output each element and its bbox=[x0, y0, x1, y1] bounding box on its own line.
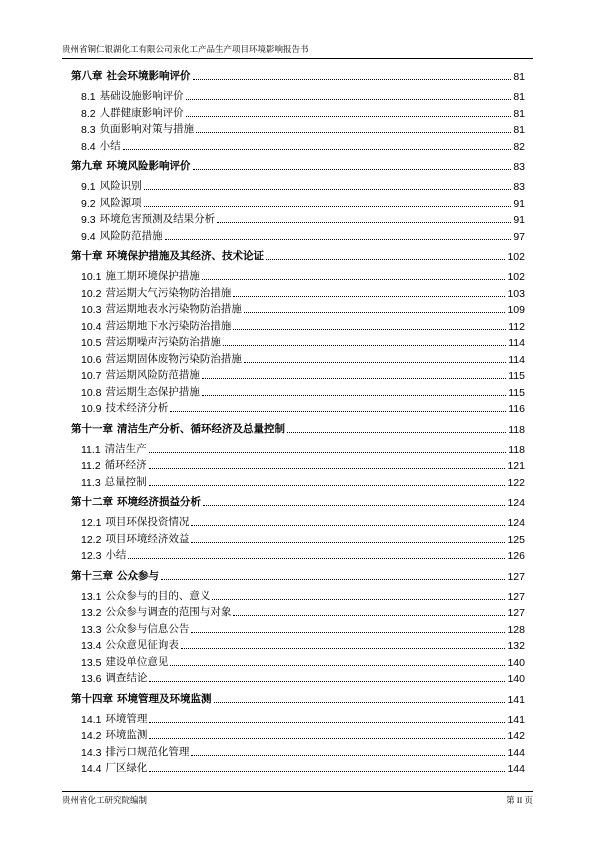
toc-dot-leader bbox=[170, 665, 505, 666]
toc-entry-title: 循环经济 bbox=[104, 460, 147, 471]
toc-section-entry[interactable] bbox=[71, 382, 525, 399]
toc-entry-title: 环境监测 bbox=[105, 730, 148, 741]
toc-entry-title: 公众参与的目的、意义 bbox=[105, 590, 211, 602]
toc-entry-number: 9.3 bbox=[81, 214, 96, 226]
toc-entry-number: 第十三章 bbox=[71, 570, 113, 582]
toc-entry-page: 91 bbox=[513, 197, 525, 210]
toc-dot-leader bbox=[193, 169, 512, 170]
toc-entry-page: 83 bbox=[513, 161, 525, 173]
toc-entry-page: 116 bbox=[508, 403, 525, 415]
footer-page-number: 第 II 页 bbox=[506, 795, 533, 805]
toc-entry-title: 环境经济损益分析 bbox=[117, 497, 201, 508]
toc-entry-number: 14.1 bbox=[81, 713, 102, 726]
toc-entry-page: 83 bbox=[513, 181, 525, 193]
toc-chapter-entry[interactable] bbox=[71, 419, 525, 436]
toc-entry-title: 基础设施影响评价 bbox=[99, 91, 184, 102]
toc-entry-title: 公众参与调查的范围与对象 bbox=[105, 607, 232, 618]
toc-dot-leader bbox=[186, 99, 512, 100]
toc-entry-number: 9.1 bbox=[81, 181, 96, 193]
toc-entry-number: 13.3 bbox=[81, 623, 102, 636]
toc-entry-title: 公众参与 bbox=[117, 570, 159, 582]
toc-entry-page: 127 bbox=[507, 607, 525, 619]
toc-entry-number: 10.8 bbox=[81, 386, 102, 399]
toc-dot-leader bbox=[266, 259, 505, 260]
toc-section-entry[interactable] bbox=[71, 193, 525, 210]
toc-section-entry[interactable] bbox=[71, 603, 525, 620]
toc-entry-page: 115 bbox=[508, 370, 525, 382]
toc-dot-leader bbox=[186, 116, 512, 117]
toc-dot-leader bbox=[128, 558, 505, 559]
toc-entry-title: 环境管理及环境监测 bbox=[117, 693, 212, 705]
toc-entry-number: 8.1 bbox=[81, 91, 96, 103]
toc-entry-number: 第十章 bbox=[71, 251, 103, 262]
toc-entry-title: 厂区绿化 bbox=[105, 763, 148, 774]
toc-entry-number: 10.6 bbox=[81, 353, 102, 366]
toc-section-entry[interactable] bbox=[71, 399, 525, 416]
toc-dot-leader bbox=[202, 395, 506, 396]
toc-entry-title: 人群健康影响评价 bbox=[99, 107, 184, 119]
toc-entry-page: 142 bbox=[507, 730, 525, 742]
toc-dot-leader bbox=[214, 702, 506, 703]
toc-entry-number: 14.2 bbox=[81, 730, 102, 742]
toc-entry-number: 14.4 bbox=[81, 763, 102, 775]
toc-entry-page: 81 bbox=[513, 107, 525, 120]
toc-entry-title: 营运期固体废物污染防治措施 bbox=[105, 353, 242, 365]
toc-entry-number: 11.1 bbox=[81, 443, 101, 456]
toc-dot-leader bbox=[244, 312, 506, 313]
toc-entry-number: 10.7 bbox=[81, 370, 102, 382]
toc-section-entry[interactable] bbox=[71, 669, 525, 686]
toc-entry-page: 112 bbox=[508, 320, 525, 333]
toc-section-entry[interactable] bbox=[71, 456, 525, 473]
toc-dot-leader bbox=[212, 599, 505, 600]
toc-section-entry[interactable] bbox=[71, 349, 525, 366]
page-header bbox=[62, 42, 533, 59]
toc-entry-number: 8.4 bbox=[81, 140, 96, 153]
toc-section-entry[interactable] bbox=[71, 652, 525, 669]
toc-dot-leader bbox=[149, 722, 505, 723]
toc-dot-leader bbox=[233, 329, 506, 330]
toc-entry-number: 第十一章 bbox=[71, 423, 113, 435]
toc-entry-title: 负面影响对策与措施 bbox=[99, 124, 195, 135]
toc-dot-leader bbox=[202, 378, 506, 379]
toc-section-entry[interactable] bbox=[71, 136, 525, 153]
toc-entry-number: 10.1 bbox=[81, 271, 102, 283]
toc-entry-title: 营运期生态保护措施 bbox=[105, 386, 200, 398]
toc-dot-leader bbox=[191, 755, 505, 756]
toc-entry-page: 109 bbox=[507, 304, 525, 316]
toc-entry-number: 13.6 bbox=[81, 673, 102, 685]
toc-dot-leader bbox=[196, 132, 511, 133]
toc-entry-page: 82 bbox=[513, 140, 525, 153]
toc-entry-page: 144 bbox=[507, 746, 525, 759]
toc-entry-title: 营运期噪声污染防治措施 bbox=[105, 337, 221, 348]
toc-chapter-entry[interactable] bbox=[71, 566, 525, 583]
toc-entry-page: 121 bbox=[507, 460, 525, 472]
toc-dot-leader bbox=[181, 648, 506, 649]
toc-entry-title: 小结 bbox=[105, 550, 127, 561]
toc-entry-title: 社会环境影响评价 bbox=[106, 71, 191, 82]
page-footer bbox=[62, 791, 533, 806]
toc-chapter-entry[interactable] bbox=[71, 492, 525, 509]
toc-dot-leader bbox=[149, 485, 506, 486]
toc-entry-title: 施工期环境保护措施 bbox=[105, 271, 200, 282]
toc-dot-leader bbox=[223, 345, 506, 346]
toc-dot-leader bbox=[233, 296, 505, 297]
toc-entry-page: 140 bbox=[507, 656, 525, 669]
toc-dot-leader bbox=[191, 632, 505, 633]
toc-entry-title: 风险防范措施 bbox=[99, 230, 163, 242]
toc-entry-number: 8.3 bbox=[81, 124, 96, 136]
toc-entry-title: 风险识别 bbox=[99, 181, 142, 192]
toc-entry-page: 124 bbox=[507, 517, 525, 529]
toc-dot-leader bbox=[123, 149, 512, 150]
toc-entry-number: 13.1 bbox=[81, 590, 102, 603]
toc-entry-number: 12.2 bbox=[81, 533, 102, 546]
toc-entry-page: 122 bbox=[507, 476, 525, 489]
toc-entry-page: 124 bbox=[507, 497, 525, 509]
toc-entry-title: 排污口规范化管理 bbox=[105, 746, 190, 758]
toc-dot-leader bbox=[149, 681, 505, 682]
toc-entry-title: 调查结论 bbox=[105, 673, 148, 684]
toc-dot-leader bbox=[193, 79, 512, 80]
toc-chapter-entry[interactable] bbox=[71, 246, 525, 263]
footer-publisher: 贵州省化工研究院编制 bbox=[62, 795, 148, 805]
toc-dot-leader bbox=[287, 432, 506, 433]
toc-entry-number: 10.3 bbox=[81, 304, 102, 316]
toc-section-entry[interactable] bbox=[71, 120, 525, 137]
toc-dot-leader bbox=[149, 771, 505, 772]
toc-section-entry[interactable] bbox=[71, 177, 525, 194]
toc-entry-page: 132 bbox=[507, 640, 525, 652]
toc-entry-number: 10.5 bbox=[81, 337, 102, 349]
toc-entry-number: 第九章 bbox=[71, 161, 103, 172]
toc-entry-title: 营运期地下水污染防治措施 bbox=[105, 320, 232, 332]
toc-chapter-entry[interactable] bbox=[71, 689, 525, 706]
toc-entry-number: 11.3 bbox=[81, 476, 101, 489]
toc-section-entry[interactable] bbox=[71, 283, 525, 300]
toc-entry-page: 128 bbox=[507, 623, 525, 636]
toc-section-entry[interactable] bbox=[71, 709, 525, 726]
toc-section-entry[interactable] bbox=[71, 333, 525, 350]
toc-entry-page: 126 bbox=[507, 550, 525, 562]
toc-dot-leader bbox=[217, 222, 511, 223]
toc-section-entry[interactable] bbox=[71, 366, 525, 383]
toc-entry-page: 144 bbox=[507, 763, 525, 775]
toc-entry-page: 115 bbox=[508, 386, 525, 399]
toc-entry-page: 118 bbox=[508, 443, 525, 456]
toc-dot-leader bbox=[170, 411, 506, 412]
toc-entry-title: 营运期风险防范措施 bbox=[105, 370, 200, 381]
toc-entry-number: 9.2 bbox=[81, 197, 96, 210]
toc-entry-title: 技术经济分析 bbox=[105, 403, 169, 414]
toc-entry-title: 营运期大气污染物防治措施 bbox=[105, 287, 232, 299]
toc-entry-number: 第十四章 bbox=[71, 693, 113, 705]
toc-entry-number: 9.4 bbox=[81, 230, 96, 243]
toc-entry-number: 10.9 bbox=[81, 403, 102, 415]
toc-section-entry[interactable] bbox=[71, 726, 525, 743]
toc-dot-leader bbox=[149, 738, 505, 739]
toc-section-entry[interactable] bbox=[71, 513, 525, 530]
toc-section-entry[interactable] bbox=[71, 316, 525, 333]
toc-dot-leader bbox=[191, 525, 505, 526]
toc-entry-number: 14.3 bbox=[81, 746, 102, 759]
toc-entry-number: 13.5 bbox=[81, 656, 102, 669]
toc-dot-leader bbox=[191, 542, 505, 543]
toc-entry-page: 91 bbox=[513, 214, 525, 226]
toc-entry-title: 环境保护措施及其经济、技术论证 bbox=[106, 251, 264, 262]
toc-entry-title: 清洁生产分析、循环经济及总量控制 bbox=[117, 423, 285, 435]
toc-entry-number: 10.4 bbox=[81, 320, 102, 333]
toc-entry-number: 第八章 bbox=[71, 71, 103, 82]
toc-entry-page: 141 bbox=[507, 693, 525, 706]
toc-entry-title: 公众意见征询表 bbox=[105, 640, 179, 651]
toc-section-entry[interactable] bbox=[71, 586, 525, 603]
toc-section-entry[interactable] bbox=[71, 742, 525, 759]
toc-dot-leader bbox=[165, 239, 512, 240]
table-of-contents bbox=[71, 66, 525, 775]
header-title: 贵州省铜仁银湖化工有限公司汞化工产品生产项目环境影响报告书 bbox=[62, 44, 309, 54]
toc-entry-number: 12.3 bbox=[81, 550, 102, 562]
toc-chapter-entry[interactable] bbox=[71, 66, 525, 83]
toc-entry-title: 小结 bbox=[99, 140, 121, 152]
toc-entry-number: 11.2 bbox=[81, 460, 101, 472]
toc-chapter-entry[interactable] bbox=[71, 156, 525, 173]
toc-section-entry[interactable] bbox=[71, 267, 525, 284]
toc-dot-leader bbox=[149, 452, 507, 453]
toc-section-entry[interactable] bbox=[71, 300, 525, 317]
toc-entry-title: 建设单位意见 bbox=[105, 656, 169, 668]
toc-entry-number: 8.2 bbox=[81, 107, 96, 120]
toc-entry-title: 营运期地表水污染物防治措施 bbox=[105, 304, 242, 315]
toc-entry-title: 清洁生产 bbox=[104, 443, 147, 455]
toc-section-entry[interactable] bbox=[71, 759, 525, 776]
toc-entry-title: 环境管理 bbox=[105, 713, 148, 725]
toc-entry-page: 114 bbox=[508, 353, 525, 366]
toc-entry-page: 81 bbox=[513, 124, 525, 136]
toc-section-entry[interactable] bbox=[71, 546, 525, 563]
toc-dot-leader bbox=[144, 206, 512, 207]
toc-entry-title: 项目环保投资情况 bbox=[105, 517, 190, 528]
toc-entry-title: 项目环境经济效益 bbox=[105, 533, 190, 545]
toc-entry-title: 环境风险影响评价 bbox=[106, 161, 191, 172]
toc-entry-page: 102 bbox=[507, 251, 525, 263]
toc-entry-number: 第十二章 bbox=[71, 497, 113, 508]
toc-entry-number: 10.2 bbox=[81, 287, 102, 300]
toc-section-entry[interactable] bbox=[71, 103, 525, 120]
toc-entry-title: 环境危害预测及结果分析 bbox=[99, 214, 216, 225]
toc-entry-page: 81 bbox=[513, 91, 525, 103]
toc-section-entry[interactable] bbox=[71, 439, 525, 456]
toc-section-entry[interactable] bbox=[71, 619, 525, 636]
toc-dot-leader bbox=[161, 579, 505, 580]
toc-section-entry[interactable] bbox=[71, 226, 525, 243]
toc-dot-leader bbox=[144, 189, 512, 190]
toc-entry-number: 13.4 bbox=[81, 640, 102, 652]
toc-entry-title: 公众参与信息公告 bbox=[105, 623, 190, 635]
toc-dot-leader bbox=[203, 505, 505, 506]
toc-section-entry[interactable] bbox=[71, 636, 525, 653]
toc-entry-page: 127 bbox=[507, 570, 525, 583]
toc-entry-number: 12.1 bbox=[81, 517, 102, 529]
toc-entry-page: 102 bbox=[507, 271, 525, 283]
toc-section-entry[interactable] bbox=[71, 87, 525, 104]
toc-entry-page: 97 bbox=[513, 230, 525, 243]
toc-dot-leader bbox=[202, 279, 506, 280]
toc-dot-leader bbox=[149, 468, 506, 469]
toc-entry-number: 13.2 bbox=[81, 607, 102, 619]
toc-entry-page: 118 bbox=[508, 423, 525, 436]
toc-dot-leader bbox=[233, 615, 505, 616]
toc-entry-page: 127 bbox=[507, 590, 525, 603]
toc-section-entry[interactable] bbox=[71, 529, 525, 546]
toc-entry-page: 141 bbox=[507, 713, 525, 726]
toc-dot-leader bbox=[244, 362, 506, 363]
toc-entry-page: 140 bbox=[507, 673, 525, 685]
toc-entry-title: 风险源项 bbox=[99, 197, 142, 209]
toc-section-entry[interactable] bbox=[71, 210, 525, 227]
toc-entry-page: 125 bbox=[507, 533, 525, 546]
toc-entry-page: 114 bbox=[508, 337, 525, 349]
toc-entry-title: 总量控制 bbox=[104, 476, 147, 488]
toc-entry-page: 103 bbox=[507, 287, 525, 300]
toc-entry-page: 81 bbox=[513, 71, 525, 83]
toc-section-entry[interactable] bbox=[71, 472, 525, 489]
